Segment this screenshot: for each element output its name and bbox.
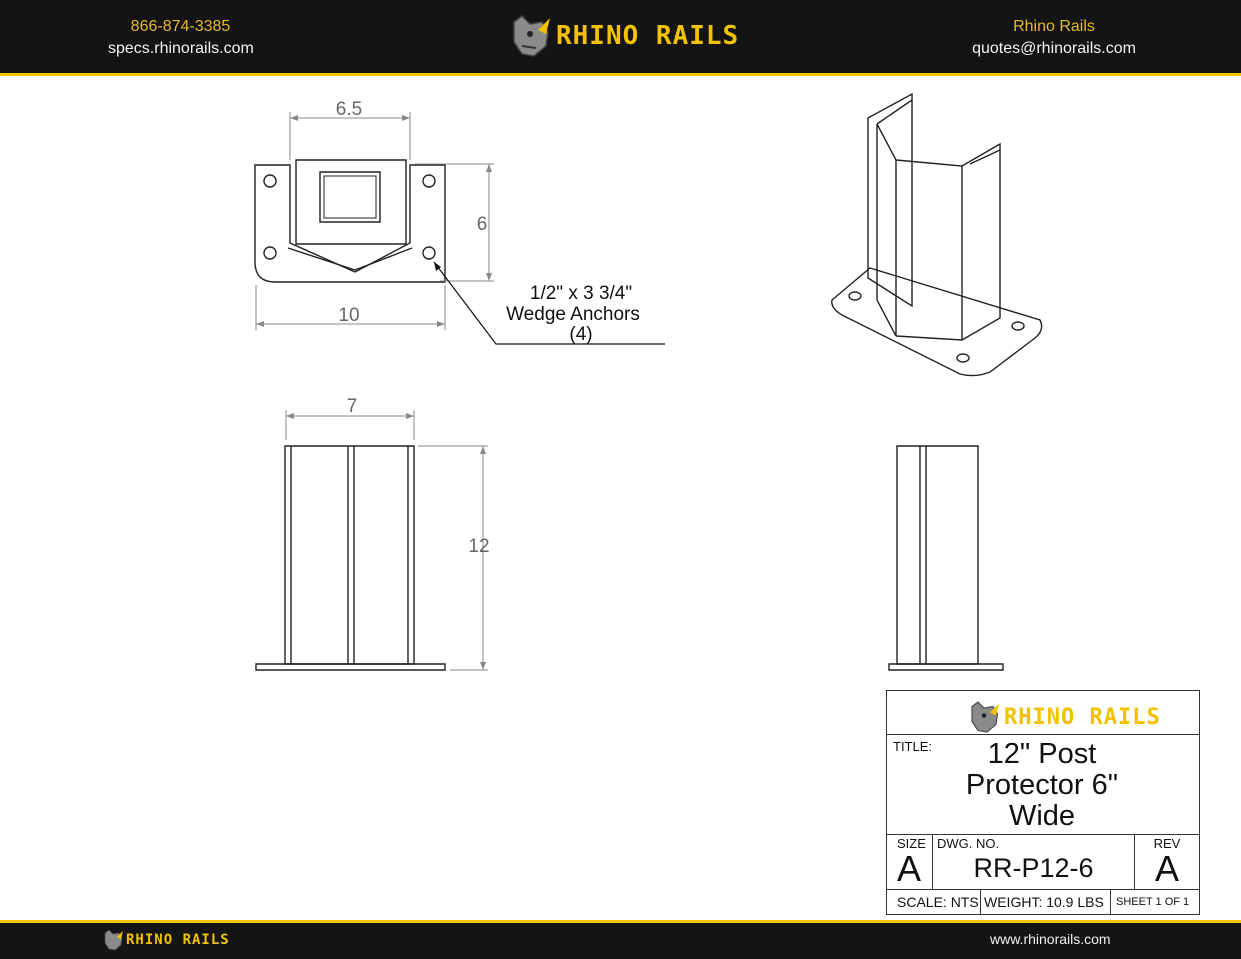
front-view	[256, 446, 445, 670]
dim-base-width: 10	[338, 305, 360, 326]
size-cell	[887, 834, 933, 889]
side-view	[889, 446, 1003, 670]
iso-view	[832, 94, 1042, 376]
rev-cell	[1135, 834, 1199, 889]
footer-bar	[0, 920, 1241, 959]
drawing-title: 12" Post Protector 6" Wide	[965, 738, 1119, 832]
email-link[interactable]: quotes@rhinorails.com	[972, 40, 1136, 57]
title-block-logo-row	[887, 691, 1199, 735]
dim-front-height: 12	[468, 536, 490, 557]
sheet-cell: SHEET 1 OF 1	[1116, 896, 1190, 908]
anchor-note-line2: Wedge Anchors	[506, 304, 640, 325]
specs-link[interactable]: specs.rhinorails.com	[108, 40, 254, 57]
rev-label: REV	[1153, 836, 1181, 851]
footer-website-link[interactable]: www.rhinorails.com	[990, 931, 1111, 947]
size-label: SIZE	[897, 836, 926, 851]
rev-value: A	[1154, 848, 1179, 889]
dim-top-depth: 6	[476, 214, 488, 235]
dwg-number: RR-P12-6	[973, 853, 1094, 883]
phone-number[interactable]: 866-874-3385	[130, 18, 231, 35]
dwg-cell	[933, 834, 1135, 889]
company-name: Rhino Rails	[1013, 18, 1095, 35]
anchor-note-line1: 1/2" x 3 3/4"	[529, 283, 633, 304]
title-block-logo-text: RHINO RAILS	[1004, 704, 1161, 730]
rhino-head-icon	[967, 699, 1001, 735]
footer-logo	[102, 928, 230, 952]
dim-top-width: 6.5	[335, 99, 363, 120]
title-block	[886, 690, 1200, 915]
scale-cell: SCALE: NTS	[887, 889, 981, 915]
dwg-label: DWG. NO.	[937, 836, 1000, 851]
size-value: A	[897, 848, 922, 889]
title-label: TITLE:	[893, 739, 933, 754]
rhino-head-icon	[102, 928, 124, 952]
title-block-logo	[967, 699, 1161, 735]
top-view	[255, 160, 445, 282]
dim-front-width: 7	[346, 396, 358, 417]
footer-logo-text: RHINO RAILS	[126, 932, 230, 948]
weight-cell: WEIGHT: 10.9 LBS	[981, 889, 1111, 915]
header-logo-text: RHINO RAILS	[556, 21, 740, 51]
anchor-note-line3: (4)	[569, 324, 593, 345]
